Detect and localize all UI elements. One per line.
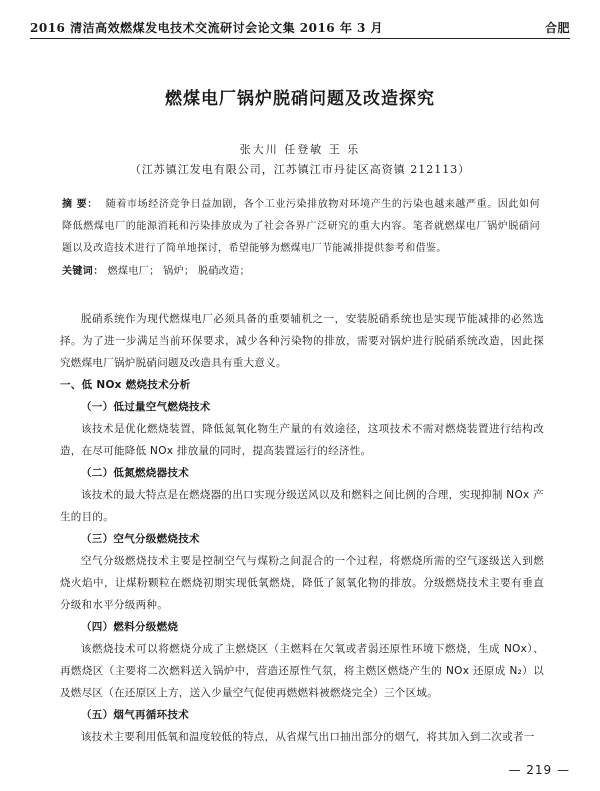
- abstract: [62, 194, 540, 260]
- subsection-heading: （五）烟气再循环技术: [81, 709, 189, 721]
- abstract-text: 随着市场经济竞争日益加剧，各个工业污染排放物对环境产生的污染也越来越严重。因此如何降低燃煤电厂的能源消耗和污染排放成为了社会各界广泛研究的重大内容。笔者就燃煤电厂锅炉脱硝问题以及改造技术进行了简单地探讨，希望能够为燃煤电厂节能减排提供参考和借鉴。: [62, 199, 540, 254]
- paragraph: 该技术主要利用低氧和温度较低的特点，从省煤气出口抽出部分的烟气，将其加入到二次或者一: [81, 731, 535, 743]
- subsection-heading: （四）燃料分级燃烧: [81, 621, 179, 633]
- paper-title: 燃煤电厂锅炉脱硝问题及改造探究: [165, 89, 435, 109]
- keywords: [62, 262, 540, 277]
- header-proceedings: 2016 清洁高效燃煤发电技术交流研讨会论文集 2016 年 3 月: [30, 21, 384, 35]
- paragraph: 该技术的最大特点是在燃烧器的出口实现分级送风以及和燃料之间比例的合理，实现抑制 NOx 产生的目的。: [60, 489, 544, 523]
- section-heading: 一、低 NOx 燃烧技术分析: [60, 379, 191, 391]
- body-text: [60, 308, 544, 748]
- intro-paragraph: 脱硝系统作为现代燃煤电厂必须具备的重要辅机之一，安装脱硝系统也是实现节能减排的必然选择。为了进一步满足当前环保要求，减少各种污染物的排放，需要对锅炉进行脱硝系统改造，因此探究燃煤电厂锅炉脱硝问题及改造具有重大意义。: [60, 313, 544, 369]
- subsection-heading: （二）低氮燃烧器技术: [81, 467, 189, 479]
- subsection-heading: （一）低过量空气燃烧技术: [81, 401, 211, 413]
- author-affiliation: （江苏镇江发电有限公司，江苏镇江市丹徒区高资镇 212113）: [129, 163, 471, 176]
- abstract-label: 摘 要：: [62, 199, 98, 210]
- page-number: — 219 —: [508, 763, 570, 777]
- paragraph: 空气分级燃烧技术主要是控制空气与煤粉之间混合的一个过程，将燃烧所需的空气逐级送入到燃烧火焰中，让煤粉颗粒在燃烧初期实现低氧燃烧，降低了氮氧化物的排放。分级燃烧技术主要有垂直分级和水平分级两种。: [60, 555, 544, 611]
- paragraph: 该燃烧技术可以将燃烧分成了主燃烧区（主燃料在欠氧或者弱还原性环境下燃烧，生成 NOx）、再燃烧区（主要将二次燃料送入锅炉中，营造还原性气氛，将主燃区燃烧产生的 NOx 还原成 N₂）以及燃尽区（在还原区上方，送入少量空气促使再燃燃料被燃烧完全）三个区域。: [60, 643, 544, 699]
- keywords-text: 燃煤电厂； 锅炉； 脱硝改造；: [107, 266, 250, 277]
- author-list: 张大川 任登敏 王 乐: [239, 143, 361, 156]
- header-rule: [30, 38, 570, 39]
- keywords-label: 关键词：: [62, 266, 104, 277]
- subsection-heading: （三）空气分级燃烧技术: [81, 533, 200, 545]
- paragraph: 该技术是优化燃烧装置，降低氮氧化物生产量的有效途径，这项技术不需对燃烧装置进行结构改造，在尽可能降低 NOx 排放量的同时，提高装置运行的经济性。: [60, 423, 544, 457]
- header-location: 合肥: [544, 21, 570, 35]
- running-header: [30, 14, 570, 36]
